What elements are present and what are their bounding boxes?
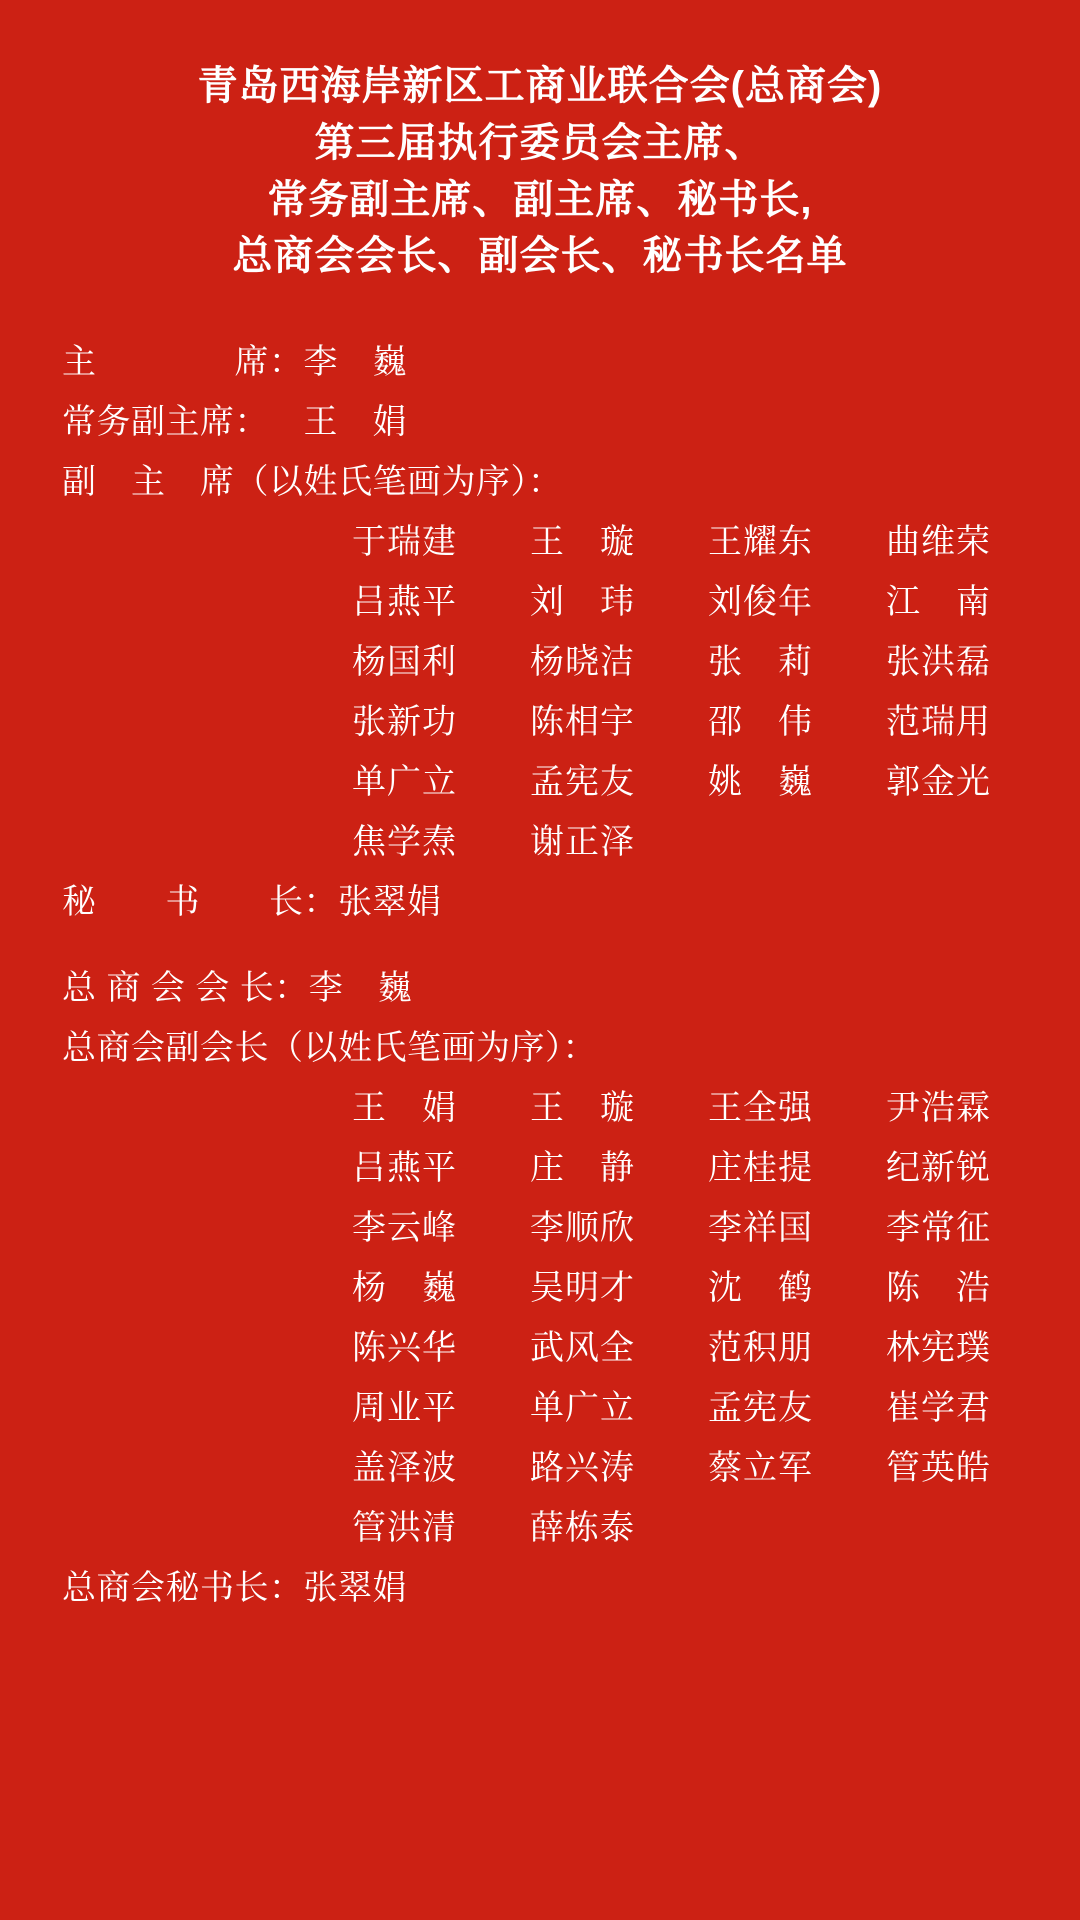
list-item: 姚 巍 (708, 763, 813, 802)
title-line-3: 常务副主席、副主席、秘书长, (267, 177, 813, 222)
coc-vice-presidents-grid (62, 1089, 1022, 1548)
table-row (352, 1209, 1022, 1248)
list-item: 庄桂提 (708, 1149, 813, 1188)
list-item: 曲维荣 (886, 523, 991, 562)
list-item: 管洪清 (352, 1509, 457, 1548)
list-item: 陈兴华 (352, 1329, 457, 1368)
list-item: 薛栋泰 (530, 1509, 635, 1548)
table-row (352, 1449, 1022, 1488)
list-item: 王 娟 (352, 1089, 457, 1128)
list-item: 杨晓洁 (530, 643, 635, 682)
vice-chairmen-grid (62, 523, 1022, 862)
coc-president-label: 总 商 会 会 长： (62, 969, 309, 1008)
list-item: 盖泽波 (352, 1449, 457, 1488)
table-row (352, 583, 1022, 622)
list-item: 单广立 (530, 1389, 635, 1428)
list-item: 刘 玮 (530, 583, 635, 622)
coc-secretary-general-entry (62, 1569, 1022, 1608)
section-divider (62, 945, 1022, 971)
table-row (352, 1509, 1022, 1548)
table-row (352, 1389, 1022, 1428)
list-item: 庄 静 (530, 1149, 635, 1188)
list-item: 范瑞用 (886, 703, 991, 742)
list-item: 林宪璞 (886, 1329, 991, 1368)
table-row (352, 763, 1022, 802)
table-row (352, 1329, 1022, 1368)
list-item: 蔡立军 (708, 1449, 813, 1488)
list-item: 周业平 (352, 1389, 457, 1428)
list-item: 王 璇 (530, 523, 635, 562)
chairman-label: 主 席： (62, 343, 304, 382)
list-item: 陈相宇 (530, 703, 635, 742)
title-line-1: 青岛西海岸新区工商业联合会(总商会) (197, 64, 883, 108)
list-item: 邵 伟 (708, 703, 813, 742)
table-row (352, 1149, 1022, 1188)
secretary-general-entry (62, 883, 1022, 922)
coc-vice-presidents-label: 总商会副会长（以姓氏笔画为序）： (62, 1029, 597, 1068)
list-item: 郭金光 (886, 763, 991, 802)
table-row (352, 1269, 1022, 1308)
list-item: 张新功 (352, 703, 457, 742)
list-item: 杨国利 (352, 643, 457, 682)
list-item: 范积朋 (708, 1329, 813, 1368)
table-row (352, 523, 1022, 562)
list-item: 崔学君 (886, 1389, 991, 1428)
title-line-2: 第三届执行委员会主席、 (314, 120, 766, 165)
coc-secretary-general-value: 张翠娟 (303, 1569, 407, 1608)
list-item: 王 璇 (530, 1089, 635, 1128)
list-item: 管英皓 (886, 1449, 991, 1488)
coc-president-entry (62, 969, 1022, 1008)
table-row (352, 823, 1022, 862)
list-item: 沈 鹤 (708, 1269, 813, 1308)
list-item: 李常征 (886, 1209, 991, 1248)
secretary-general-label: 秘 书 长： (62, 883, 338, 922)
list-item: 李云峰 (352, 1209, 457, 1248)
list-item: 武风全 (530, 1329, 635, 1368)
executive-vice-chairman-entry (62, 403, 1022, 442)
list-item: 吴明才 (530, 1269, 635, 1308)
secretary-general-value: 张翠娟 (338, 883, 442, 922)
list-item: 吕燕平 (352, 583, 457, 622)
list-item: 杨 巍 (352, 1269, 457, 1308)
coc-president-value: 李 巍 (308, 969, 413, 1008)
list-item: 刘俊年 (708, 583, 813, 622)
list-item: 陈 浩 (886, 1269, 991, 1308)
list-item: 纪新锐 (886, 1149, 991, 1188)
executive-vice-chairman-value: 王 娟 (269, 403, 407, 442)
list-item: 江 南 (886, 583, 991, 622)
list-item: 李祥国 (708, 1209, 813, 1248)
title-line-4: 总商会会长、副会长、秘书长名单 (232, 234, 848, 279)
chairman-value: 李 巍 (303, 343, 407, 382)
list-item: 路兴涛 (530, 1449, 635, 1488)
table-row (352, 1089, 1022, 1128)
list-item: 谢正泽 (530, 823, 635, 862)
list-item: 孟宪友 (708, 1389, 813, 1428)
table-row (352, 643, 1022, 682)
list-item: 吕燕平 (352, 1149, 457, 1188)
page-title (0, 58, 1080, 285)
list-item: 张 莉 (708, 643, 813, 682)
vice-chairmen-label: 副 主 席（以姓氏笔画为序）： (62, 463, 563, 502)
list-item: 张洪磊 (886, 643, 991, 682)
chairman-entry (62, 343, 1022, 382)
list-item: 王耀东 (708, 523, 813, 562)
coc-secretary-general-label: 总商会秘书长： (62, 1569, 304, 1608)
list-item: 孟宪友 (530, 763, 635, 802)
list-item: 焦学焘 (352, 823, 457, 862)
table-row (352, 703, 1022, 742)
list-item: 于瑞建 (352, 523, 457, 562)
list-item: 王全强 (708, 1089, 813, 1128)
executive-vice-chairman-label: 常务副主席： (62, 403, 269, 442)
list-item: 尹浩霖 (886, 1089, 991, 1128)
list-item: 李顺欣 (530, 1209, 635, 1248)
roster-body (0, 343, 1080, 1608)
list-item: 单广立 (352, 763, 457, 802)
